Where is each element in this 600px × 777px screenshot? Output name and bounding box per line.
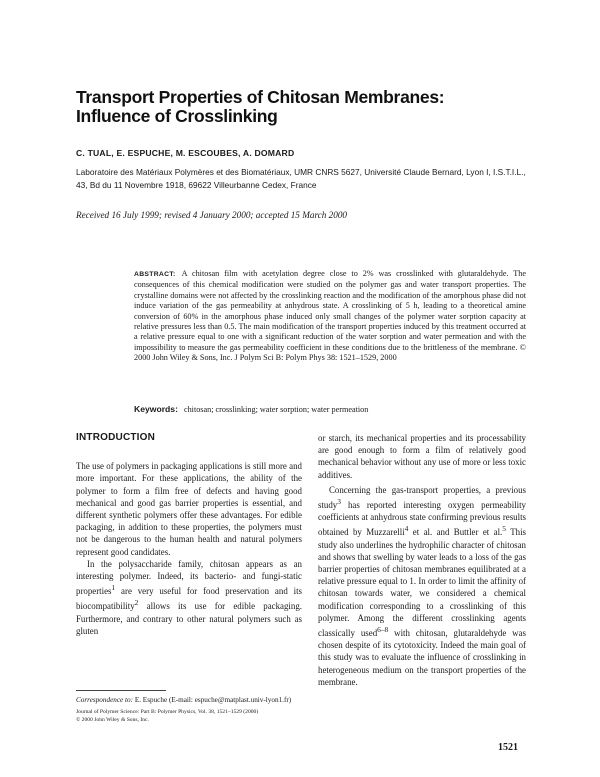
left-column (76, 432, 302, 637)
copyright-line: © 2000 John Wiley & Sons, Inc. (76, 716, 149, 723)
abstract-label: ABSTRACT: (134, 271, 176, 278)
footnote (76, 696, 302, 724)
affiliation (76, 166, 546, 191)
intro-paragraph-4 (318, 484, 526, 688)
intro-paragraph-1: The use of polymers in packaging applications is still more and more important. For these applications, the ability of the polymer to form a film free of defects and having good mechanical and good gas barrier properties is essential, and different synthetic polymers offer these advantages. For edible packaging, in addition to these properties, the polymers must not be dangerous to the human health and natural polymers represent good candidates. (76, 461, 302, 557)
title-line-2: Influence of Crosslinking (76, 106, 278, 126)
section-heading-introduction: INTRODUCTION (76, 432, 156, 443)
intro-p4-part-a: Concerning the gas-transport properties, a previous study (318, 484, 526, 510)
affiliation-line-1: Laboratoire des Matériaux Polymères et des Biomatériaux, UMR CNRS 5627, Université Claude Bernard, Lyon I, I.S.T.I.L., (76, 167, 526, 177)
reference-marker[interactable]: 5 (502, 524, 506, 534)
right-column (318, 432, 526, 688)
keywords-label: Keywords: (134, 404, 178, 414)
intro-p2-part-c: allows its use for edible packaging. Furthermore, and contrary to other natural polymers such as gluten (76, 601, 302, 636)
keywords-text: chitosan; crosslinking; water sorption; water permeation (183, 405, 369, 414)
intro-p4-part-c: et al. and Buttler et al. (408, 527, 503, 538)
reference-marker[interactable]: 1 (111, 583, 116, 593)
intro-p2-part-a: In the polysaccharide family, chitosan appears as an interesting polymer. Indeed, its bacterio- and fungi-static properties (76, 558, 302, 597)
reference-marker[interactable]: 2 (134, 598, 139, 608)
intro-paragraph-3: or starch, its mechanical properties and its processability are good enough to form a film of relatively good mechanical behavior without any use of more or less toxic additives. (318, 433, 526, 480)
title-line-1: Transport Properties of Chitosan Membranes: (76, 87, 445, 107)
page-number: 1521 (498, 742, 518, 753)
intro-paragraph-2 (76, 558, 302, 637)
correspondence-label: Correspondence to: (76, 696, 134, 704)
affiliation-line-2: 43, Bd du 11 Novembre 1918, 69622 Villeurbanne Cedex, France (76, 179, 317, 190)
journal-citation: Journal of Polymer Science: Part B: Polymer Physics, Vol. 38, 1521–1529 (2000) (76, 709, 259, 716)
received-dates: Received 16 July 1999; revised 4 January 2000; accepted 15 March 2000 (76, 210, 348, 220)
keywords (134, 404, 526, 414)
correspondence-text[interactable]: E. Espuche (E-mail: espuche@matplast.univ-lyon1.fr) (133, 696, 292, 704)
intro-p4-part-b: has reported interesting oxygen permeability coefficients at anhydrous state confirming previous results obtained by Muzzarelli (318, 499, 526, 538)
intro-p2-part-b: are very useful for food preservation and its biocompatibility (76, 586, 302, 612)
footnote-divider (76, 690, 166, 691)
author-list: C. TUAL, E. ESPUCHE, M. ESCOUBES, A. DOMARD (76, 148, 295, 158)
reference-marker[interactable]: 4 (404, 524, 409, 534)
abstract-text: A chitosan film with acetylation degree close to 2% was crosslinked with glutaraldehyde. The consequences of this chemical modification were studied on the polymer gas and water transport properties. The crystalline domains were not affected by the crosslinking reaction and the modification of the amorphous phase did not induce variation of the gas permeability at anhydrous state. A crosslinking of 5 h, leading to a theoretical amine conversion of 60% in the amorphous phase induced only small changes of the polymer water sorption capacity at relative pressures less than 0.5. The main modification of the transport properties induced by this treatment occurred at a relative pressure equal to one with a significant reduction of the water sorption and water permeation and with the impossibility to measure the gas permeability coefficient in these conditions due to the brittleness of the membrane. © 2000 John Wiley & Sons, Inc. J Polym Sci B: Polym Phys 38: 1521–1529, 2000 (134, 269, 526, 363)
abstract (134, 269, 526, 364)
journal-info (76, 709, 302, 723)
reference-marker[interactable]: 3 (337, 497, 341, 507)
intro-p4-part-d: This study also underlines the hydrophilic character of chitosan and shows that swelling by water leads to a loss of the gas barrier properties of chitosan membranes equilibrated at a relative pressure equal to 1. In order to limit the affinity of chitosan towards water, we considered a chemical modification corresponding to a crosslinking of this polymer. Among the different crosslinking agents classically used (318, 527, 526, 638)
article-title (76, 88, 536, 126)
intro-p4-part-e: with chitosan, glutaraldehyde was chosen despite of its cytotoxicity. Indeed the main goal of this study was to evaluate the influence of crosslinking in heterogeneous medium on the transport properties of the membrane. (318, 627, 526, 687)
correspondence (76, 696, 302, 705)
reference-marker[interactable]: 6–8 (377, 624, 389, 634)
